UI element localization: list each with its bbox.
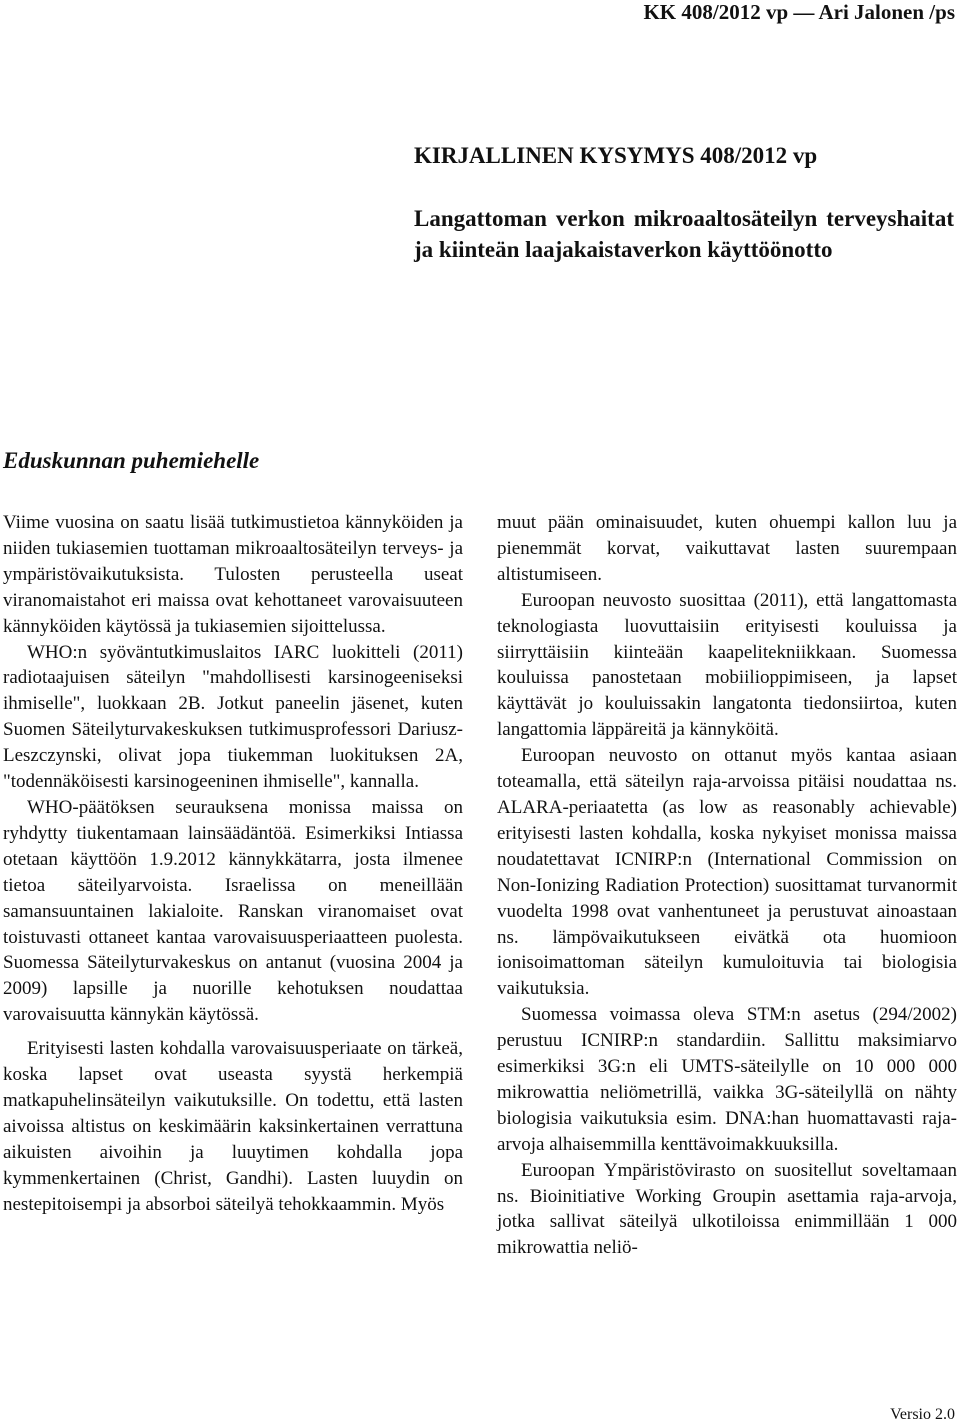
document-header: KK 408/2012 vp — Ari Jalonen /ps — [643, 0, 955, 24]
right-column — [497, 510, 957, 1261]
paragraph: muut pään ominaisuudet, kuten ohuempi kallon luu ja pienemmät korvat, vaikuttavat lasten suurempaan altistumiseen. — [497, 512, 957, 585]
paragraph: Viime vuosina on saatu lisää tutkimustietoa kännyköiden ja niiden tukiasemien tuottaman mikroaaltosäteilyn terveys- ja ympäristövaikutuksista. Tulosten perusteella useat viranomaistahot eri maissa ovat kehottaneet varovaisuuteen kännyköiden käytössä ja tukiasemien sijoittelussa. — [3, 512, 463, 637]
paragraph: Euroopan neuvosto suosittaa (2011), että langattomasta teknologiasta luovuttaisiin erityisesti kouluissa ja siirryttäisiin kiinteään kaapelitekniikkaan. Suomessa kouluissa panostetaan mobiilioppimiseen, ja lapset käyttävät jo kouluissakin langatonta tiedonsiirtoa, kuten langattomia läppäreitä ja kännyköitä. — [497, 589, 957, 741]
question-subject: Langattoman verkon mikroaaltosäteilyn terveyshaitat ja kiinteän laajakaistaverkon käyttöönotto — [414, 206, 954, 262]
paragraph: Suomessa voimassa oleva STM:n asetus (294/2002) perustuu ICNIRP:n standardiin. Sallittu maksimiarvo esimerkiksi 3G:n eli UMTS-säteilylle on 10 000 000 mikrowattia neliömetrillä, vaikka 3G-säteilyllä on nähty biologisia vaikutuksia esim. DNA:han huomattavasti raja-arvoja alhaisemmilla kenttävoimakkuuksilla. — [497, 1004, 957, 1155]
document-title: KIRJALLINEN KYSYMYS 408/2012 vp — [414, 143, 818, 168]
recipient-line: Eduskunnan puhemiehelle — [3, 448, 260, 473]
left-column — [3, 510, 463, 1217]
paragraph: Euroopan Ympäristövirasto on suositellut soveltamaan ns. Bioinitiative Working Groupin asettamia raja-arvoja, jotka sallivat säteilyä ulkotiloissa enimmillään 1 000 mikrowattia neliö- — [497, 1159, 957, 1259]
paragraph: Erityisesti lasten kohdalla varovaisuusperiaate on tärkeä, koska lapset ovat useasta syystä herkempiä matkapuhelinsäteilyn vaikutuksille. On todettu, että lasten aivoissa altistus on keskimäärin kaksinkertainen verrattuna aikuisten aivoihin ja luuytimen kohdalla jopa kymmenkertainen (Christ, Gandhi). Lasten luuydin on nestepitoisempi ja absorboi säteilyä tehokkaammin. Myös — [3, 1038, 463, 1215]
paragraph: Euroopan neuvosto on ottanut myös kantaa asiaan toteamalla, että säteilyn raja-arvoissa pitäisi noudattaa ns. ALARA-periaatetta (as low as reasonably achievable) erityisesti lasten kohdalla, koska nykyiset monissa maissa noudatettavat ICNIRP:n (International Commission on Non-Ionizing Radiation Protection) suosittamat turvanormit vuodelta 1998 ovat vanhentuneet ja perustuvat ainoastaan ns. lämpövaikutukseen eivätkä ota huomioon ionisoimattoman säteilyn kumuloituvia tai biologisia vaikutuksia. — [497, 745, 957, 1000]
paragraph: WHO:n syöväntutkimuslaitos IARC luokitteli (2011) radiotaajuisen säteilyn "mahdollisesti karsinogeeniseksi ihmiselle", luokkaan 2B. Jotkut paneelin jäsenet, kuten Suomen Säteilyturvakeskuksen tutkimusprofessori Dariusz-Leszczynski, olivat jopa tiukemman luokituksen 2A, "todennäköisesti karsinogeeninen ihmiselle", kannalla. — [3, 641, 463, 793]
paragraph: WHO-päätöksen seurauksena monissa maissa on ryhdytty tiukentamaan lainsäädäntöä. Esimerkiksi Intiassa otetaan käyttöön 1.9.2012 kännykkätarra, josta ilmenee tietoa säteilyarvoista. Israelissa on meneillään samansuuntainen lakialoite. Ranskan viranomaiset ovat toistuvasti ottaneet kantaa varovaisuusperiaatteen puolesta. Suomessa Säteilyturvakeskus on antanut (vuosina 2004 ja 2009) lapsille ja nuorille kehotuksen noudattaa varovaisuutta kännykän käytössä. — [3, 796, 463, 1026]
version-footer: Versio 2.0 — [890, 1406, 955, 1423]
